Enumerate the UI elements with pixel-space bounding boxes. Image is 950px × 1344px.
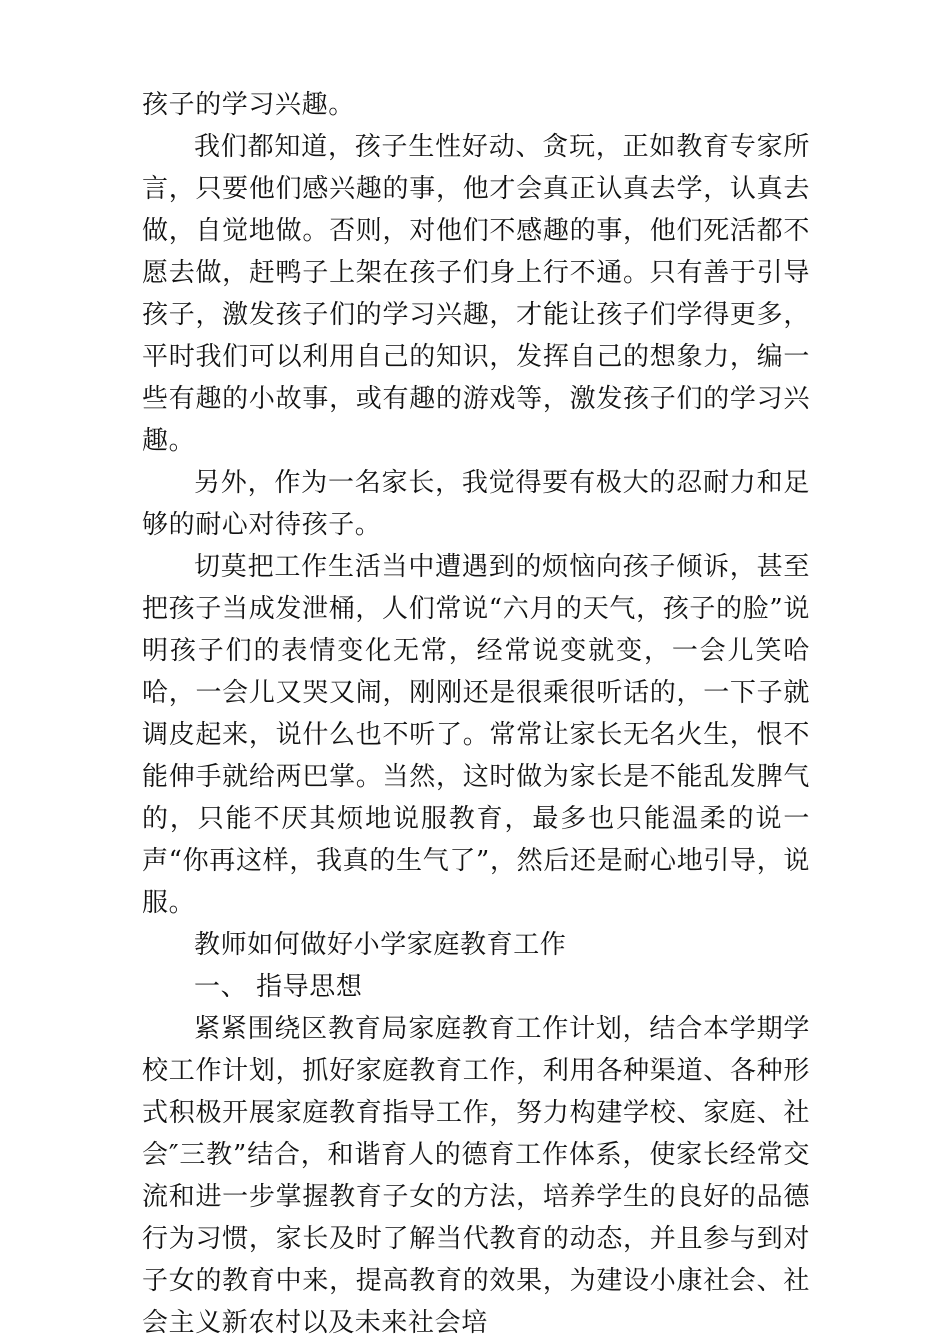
paragraph-emotions: 切莫把工作生活当中遭遇到的烦恼向孩子倾诉，甚至把孩子当成发泄桶，人们常说“六月的天气，孩子的脸”说明孩子们的表情变化无常，经常说变就变，一会儿笑哈哈，一会儿又哭又闹，刚刚还是很乘很听话的，一下子就调皮起来，说什么也不听了。常常让家长无名火生，恨不能伸手就给两巴掌。当然，这时做为家长是不能乱发脾气的，只能不厌其烦地说服教育，最多也只能温柔的说一声“你再这样，我真的生气了”，然后还是耐心地引导，说服。 [142,552,810,918]
paragraph-patience: 另外，作为一名家长，我觉得要有极大的忍耐力和足够的耐心对待孩子。 [142,468,810,540]
document-body [142,84,810,1344]
section-title: 教师如何做好小学家庭教育工作 [194,930,567,960]
paragraph-continuation: 孩子的学习兴趣。 [142,90,355,120]
paragraph-interest: 我们都知道，孩子生性好动、贪玩，正如教育专家所言，只要他们感兴趣的事，他才会真正认真去学，认真去做，自觉地做。否则，对他们不感趣的事，他们死活都不愿去做，赶鸭子上架在孩子们身上行不通。只有善于引导孩子，激发孩子们的学习兴趣，才能让孩子们学得更多，平时我们可以利用自己的知识，发挥自己的想象力，编一些有趣的小故事，或有趣的游戏等，激发孩子们的学习兴趣。 [142,132,810,456]
section-heading-guiding-thought: 一、 指导思想 [194,972,363,1002]
paragraph-guiding-thought: 紧紧围绕区教育局家庭教育工作计划，结合本学期学校工作计划，抓好家庭教育工作，利用各种渠道、各种形式积极开展家庭教育指导工作，努力构建学校、家庭、社会″三教”结合，和谐育人的德育工作体系，使家长经常交流和进一步掌握教育子女的方法，培养学生的良好的品德行为习惯，家长及时了解当代教育的动态，并且参与到对子女的教育中来，提高教育的效果，为建设小康社会、社会主义新农村以及未来社会培 [142,1014,810,1338]
